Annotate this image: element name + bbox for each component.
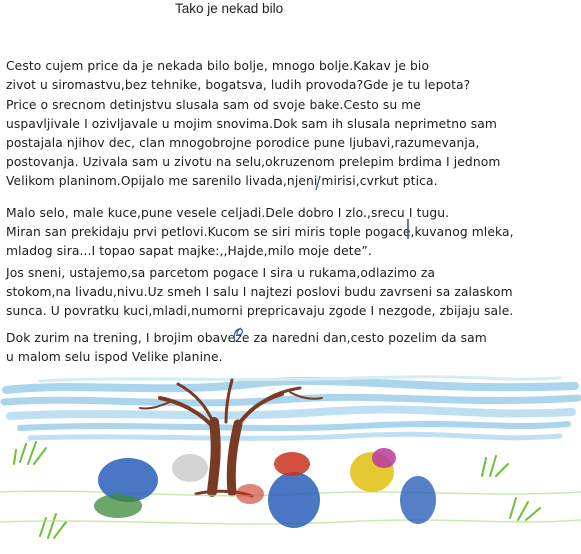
child-4 <box>400 476 436 524</box>
paragraph-5: Dok zurim na trening, I brojim obaveze za naredni dan,cesto pozelim da sam u malom selu ispod Velike planine. <box>6 331 487 364</box>
document-title: Tako je nekad bilo <box>175 1 284 16</box>
pen-mark-1 <box>313 175 323 191</box>
child-2 <box>268 472 320 528</box>
drawing-sky <box>4 377 578 438</box>
pen-mark-2 <box>404 218 412 240</box>
crayon-drawing <box>0 372 581 554</box>
paragraph-1: Cesto cujem price da je nekada bilo bolje, mnogo bolje.Kakav je bio zivot u siromastvu,bez tehnike, bogatsva, ludih provoda?Gde je tu lepota? <box>6 59 471 92</box>
paragraph-2: Price o srecnom detinjstvu slusala sam od svoje bake.Cesto su me uspavljivale I ozivljavale u mojim snovima.Dok sam ih slusala neprimetno sam postajala njihov dec, clan mnogobrojne porodice pune ljubavi,razumevanja, postovanja. Uzivala sam u zivotu na selu,okruzenom prelepim brdima I jednom Velikom planinom.Opijalo me sarenilo livada,njeni mirisi,cvrkut ptica. <box>6 98 501 188</box>
drawing-children <box>94 448 436 528</box>
paragraph-3: Malo selo, male kuce,pune vesele celjadi.Dele dobro I zlo.,srecu I tugu. Miran san prekidaju prvi petlovi.Kucom se siri miris tople pogace,kuvanog mleka, mladog sira...I topao sapat majke:,,Hajde,milo moje dete”. <box>6 206 514 258</box>
paragraph-4: Jos sneni, ustajemo,sa parcetom pogace I sira u rukama,odlazimo za stokom,na livadu,nivu.Uz smeh I salu I najtezi poslovi budu zavrseni sa zalaskom sunca. U povratku kuci,mladi,numorni prepricavaju zgode I nezgode, zbijaju sale. <box>6 266 514 318</box>
pen-mark-3 <box>232 326 246 344</box>
